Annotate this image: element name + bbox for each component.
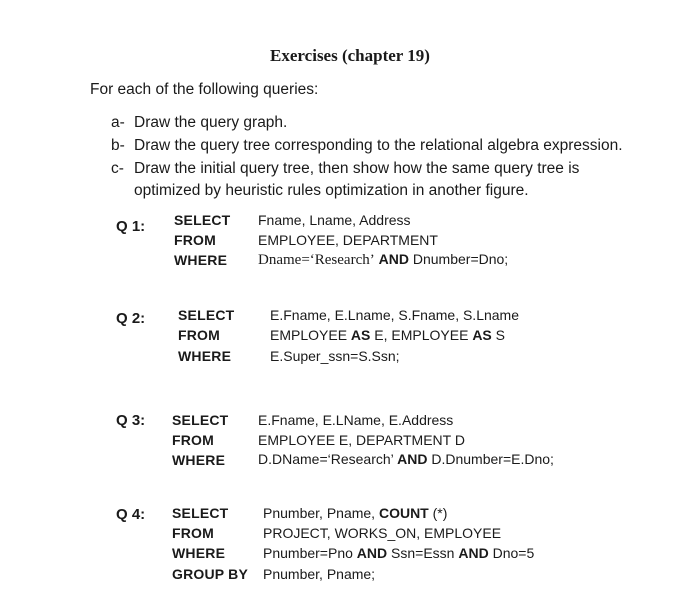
q3-from-value: EMPLOYEE E, DEPARTMENT D [258,432,465,448]
q2-select-value: E.Fname, E.Lname, S.Fname, S.Lname [270,307,520,323]
q3-where-value [258,451,554,467]
q1-where-keyword: WHERE [174,252,228,268]
q4-where-value [263,545,534,561]
q2-select-keyword: SELECT [178,307,235,323]
q1-from-value: EMPLOYEE, DEPARTMENT [258,232,438,248]
q4-select-columns: Pnumber, Pname, [263,505,376,521]
q4-where-essn: Ssn=Essn [391,545,455,561]
q4-select-keyword: SELECT [172,505,229,521]
q2-where-value: E.Super_ssn=S.Ssn; [270,348,400,364]
q4-select-count: COUNT [378,505,429,521]
q4-select-count-arg: (*) [432,505,448,521]
q4-where-pno: Pnumber=Pno [263,545,353,561]
task-c-letter: c- [111,160,124,177]
q1-label: Q 1: [116,218,146,235]
q4-groupby-keyword: GROUP BY [172,566,249,582]
q1-where-condition-2: Dnumber=Dno; [412,251,509,267]
q3-from-keyword: FROM [172,432,215,448]
q2-where-keyword: WHERE [178,348,232,364]
q1-select-keyword: SELECT [174,212,231,228]
q4-label: Q 4: [116,506,146,523]
q2-from-table-1: EMPLOYEE [270,327,348,343]
intro-text: For each of the following queries: [90,81,319,98]
q4-where-and-1: AND [356,545,388,561]
q1-where-condition-1: Dname=‘Research’ [258,252,375,268]
q1-select-value: Fname, Lname, Address [258,212,411,228]
q2-from-as-1: AS [350,327,371,343]
q1-where-value [258,251,508,269]
q1-where-and: AND [378,251,409,267]
q4-from-value: PROJECT, WORKS_ON, EMPLOYEE [263,525,502,541]
q4-where-and-2: AND [458,545,489,561]
q3-where-dname: D.DName=‘Research’ [258,451,394,467]
q3-where-dnumber: D.Dnumber=E.Dno; [431,451,554,467]
q4-from-keyword: FROM [172,525,215,541]
q2-from-keyword: FROM [178,327,221,343]
q2-label: Q 2: [116,310,146,327]
q3-where-keyword: WHERE [172,452,226,468]
q4-select-value [263,505,447,521]
q4-where-keyword: WHERE [172,545,226,561]
q4-where-dno: Dno=5 [492,545,535,561]
q2-from-as-2: AS [472,327,492,343]
page-title: Exercises (chapter 19) [270,46,430,65]
task-c-text-line1: Draw the initial query tree, then show how the same query tree is [134,160,580,177]
q3-select-keyword: SELECT [172,412,229,428]
q2-from-value [270,327,505,343]
task-b-letter: b- [111,137,125,154]
q3-select-value: E.Fname, E.LName, E.Address [258,412,454,428]
q2-from-alias: S [495,327,505,343]
q3-label: Q 3: [116,412,146,429]
q3-where-and: AND [397,451,428,467]
task-c-text-line2: optimized by heuristic rules optimization in another figure. [134,182,529,199]
task-a-text: Draw the query graph. [134,114,288,131]
task-a-letter: a- [111,114,125,131]
q2-from-table-2: E, EMPLOYEE [374,327,469,343]
task-b-text: Draw the query tree corresponding to the relational algebra expression. [134,137,623,154]
q4-groupby-value: Pnumber, Pname; [263,566,376,582]
q1-from-keyword: FROM [174,232,217,248]
